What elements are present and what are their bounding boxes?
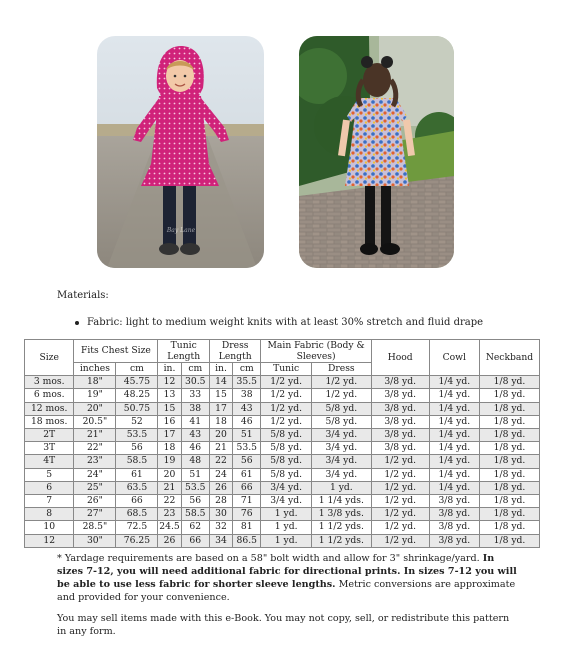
- cell-chest-in: 30": [74, 534, 116, 547]
- cell-hood: 1/2 yd.: [371, 455, 429, 468]
- cell-fabric-dress: 5/8 yd.: [311, 402, 371, 415]
- cell-chest-cm: 48.25: [116, 389, 158, 402]
- cell-chest-in: 26": [74, 495, 116, 508]
- subheader-tunic-in: in.: [158, 363, 181, 376]
- materials-heading: Materials:: [57, 290, 109, 301]
- cell-dress-in: 20: [209, 429, 232, 442]
- yardage-notes: [57, 552, 517, 604]
- cell-size: 5: [25, 468, 74, 481]
- cell-tunic-cm: 30.5: [181, 376, 209, 389]
- cell-fabric-tunic: 5/8 yd.: [261, 468, 311, 481]
- cell-fabric-tunic: 3/4 yd.: [261, 495, 311, 508]
- yardage-note-plain: * Yardage requirements are based on a 58" bolt width and allow for 3" shrinkage/yard.: [57, 553, 483, 564]
- cell-dress-in: 21: [209, 442, 232, 455]
- cell-cowl: 1/4 yd.: [429, 376, 479, 389]
- cell-cowl: 3/8 yd.: [429, 495, 479, 508]
- header-fits-chest: Fits Chest Size: [74, 340, 158, 363]
- cell-chest-cm: 68.5: [116, 508, 158, 521]
- cell-neckband: 1/8 yd.: [480, 481, 540, 494]
- svg-text:Bay Lane: Bay Lane: [166, 227, 196, 234]
- cell-dress-cm: 86.5: [233, 534, 261, 547]
- subheader-inches: inches: [74, 363, 116, 376]
- cell-chest-cm: 72.5: [116, 521, 158, 534]
- cell-dress-in: 24: [209, 468, 232, 481]
- cell-tunic-in: 13: [158, 389, 181, 402]
- cell-tunic-in: 21: [158, 481, 181, 494]
- cell-hood: 3/8 yd.: [371, 442, 429, 455]
- table-row: [25, 455, 540, 468]
- cell-fabric-dress: 1 1/2 yds.: [311, 521, 371, 534]
- cell-tunic-cm: 43: [181, 429, 209, 442]
- cell-fabric-tunic: 1/2 yd.: [261, 415, 311, 428]
- cell-fabric-tunic: 1 yd.: [261, 508, 311, 521]
- cell-tunic-in: 24.5: [159, 521, 180, 533]
- cell-tunic-in: 18: [158, 442, 181, 455]
- cell-dress-in: 26: [209, 481, 232, 494]
- cell-dress-cm: 61: [233, 468, 261, 481]
- cell-tunic-in: 16: [158, 415, 181, 428]
- cell-neckband: 1/8 yd.: [480, 534, 540, 547]
- cell-fabric-tunic: 1/2 yd.: [261, 376, 311, 389]
- cell-dress-cm: 51: [233, 429, 261, 442]
- cell-dress-in: 28: [209, 495, 232, 508]
- cell-tunic-cm: 53.5: [181, 481, 209, 494]
- cell-size: 7: [25, 495, 74, 508]
- subheader-tunic-cm: cm: [181, 363, 209, 376]
- cell-hood: 1/2 yd.: [371, 508, 429, 521]
- cell-tunic-cm: 51: [181, 468, 209, 481]
- cell-size: 3T: [25, 442, 74, 455]
- cell-cowl: 1/4 yd.: [429, 415, 479, 428]
- cell-dress-in: 18: [209, 415, 232, 428]
- cell-tunic-cm: 62: [181, 521, 209, 534]
- cell-fabric-dress: 1/2 yd.: [311, 389, 371, 402]
- table-row: [25, 521, 540, 534]
- cell-tunic-cm: 38: [181, 402, 209, 415]
- cell-neckband: 1/8 yd.: [480, 415, 540, 428]
- cell-tunic-in: 17: [158, 429, 181, 442]
- header-neckband: Neckband: [480, 340, 540, 376]
- header-main-fabric: Main Fabric (Body & Sleeves): [261, 340, 371, 363]
- cell-chest-cm: 66: [116, 495, 158, 508]
- cell-chest-cm: 50.75: [116, 402, 158, 415]
- cell-cowl: 1/4 yd.: [429, 402, 479, 415]
- cell-dress-in: 34: [209, 534, 232, 547]
- cell-fabric-dress: 1 3/8 yds.: [311, 508, 371, 521]
- cell-dress-cm: 53.5: [233, 442, 261, 455]
- header-size: Size: [25, 340, 74, 376]
- cell-chest-cm: 52: [116, 415, 158, 428]
- cell-dress-cm: 35.5: [233, 376, 261, 389]
- cell-fabric-dress: 3/4 yd.: [311, 468, 371, 481]
- cell-dress-in: 30: [209, 508, 232, 521]
- cell-chest-cm: 61: [116, 468, 158, 481]
- cell-hood: 3/8 yd.: [371, 376, 429, 389]
- cell-neckband: 1/8 yd.: [480, 389, 540, 402]
- cell-tunic-in: 15: [158, 402, 181, 415]
- yardage-note-tail: Metric conversions are approximate and provided for your convenience.: [57, 579, 516, 603]
- cell-cowl: 3/8 yd.: [429, 534, 479, 547]
- cell-tunic-in: 20: [158, 468, 181, 481]
- cell-tunic-in: 19: [158, 455, 181, 468]
- fabric-requirement-text: Fabric: light to medium weight knits with at least 30% stretch and fluid drape: [87, 317, 484, 328]
- cell-tunic-in: 22: [158, 495, 181, 508]
- subheader-dress-in: in.: [209, 363, 232, 376]
- cell-hood: 3/8 yd.: [371, 429, 429, 442]
- cell-dress-cm: 81: [233, 521, 261, 534]
- subheader-cm: cm: [116, 363, 158, 376]
- table-row: [25, 389, 540, 402]
- cell-neckband: 1/8 yd.: [480, 376, 540, 389]
- cell-dress-cm: 38: [233, 389, 261, 402]
- cell-neckband: 1/8 yd.: [480, 402, 540, 415]
- cell-hood: 1/2 yd.: [371, 468, 429, 481]
- cell-fabric-tunic: 1 yd.: [261, 534, 311, 547]
- cell-fabric-tunic: 5/8 yd.: [261, 429, 311, 442]
- cell-hood: 3/8 yd.: [371, 389, 429, 402]
- cell-chest-cm: 76.25: [116, 534, 158, 547]
- cell-size: 12: [25, 534, 74, 547]
- cell-chest-in: 28.5": [74, 521, 116, 534]
- cell-fabric-dress: 3/4 yd.: [311, 429, 371, 442]
- cell-cowl: 3/8 yd.: [429, 521, 479, 534]
- cell-tunic-cm: 41: [181, 415, 209, 428]
- cell-chest-in: 24": [74, 468, 116, 481]
- table-row: [25, 508, 540, 521]
- cell-tunic-cm: 33: [181, 389, 209, 402]
- cell-tunic-cm: 46: [181, 442, 209, 455]
- cell-chest-in: 25": [74, 481, 116, 494]
- cell-fabric-dress: 1 1/2 yds.: [311, 534, 371, 547]
- cell-dress-in: 17: [209, 402, 232, 415]
- cell-size: 4T: [25, 455, 74, 468]
- cell-size: 6: [25, 481, 74, 494]
- header-tunic-length: Tunic Length: [158, 340, 210, 363]
- bullet-icon: [75, 321, 79, 325]
- cell-cowl: 3/8 yd.: [429, 508, 479, 521]
- cell-dress-cm: 56: [233, 455, 261, 468]
- fabric-requirement: [75, 317, 483, 328]
- table-row: [25, 415, 540, 428]
- cell-cowl: 1/4 yd.: [429, 429, 479, 442]
- cell-neckband: 1/8 yd.: [480, 495, 540, 508]
- photo-print-dress: [299, 36, 454, 268]
- cell-cowl: 1/4 yd.: [429, 389, 479, 402]
- cell-chest-in: 27": [74, 508, 116, 521]
- table-row: [25, 442, 540, 455]
- cell-hood: 1/2 yd.: [371, 481, 429, 494]
- photo-pink-hoodie-tunic: [97, 36, 264, 268]
- table-row: [25, 495, 540, 508]
- cell-dress-in: 22: [209, 455, 232, 468]
- cell-chest-cm: 56: [116, 442, 158, 455]
- cell-size: 3 mos.: [25, 376, 74, 389]
- cell-fabric-dress: 1 1/4 yds.: [311, 495, 371, 508]
- cell-chest-in: 19": [74, 389, 116, 402]
- subheader-dress: Dress: [311, 363, 371, 376]
- table-row: [25, 402, 540, 415]
- header-cowl: Cowl: [429, 340, 479, 376]
- cell-tunic-cm: 48: [181, 455, 209, 468]
- cell-chest-cm: 53.5: [116, 429, 158, 442]
- legal-notice: You may sell items made with this e-Book. You may not copy, sell, or redistribute this pattern in any form.: [57, 613, 510, 637]
- cell-tunic-in: 12: [158, 376, 181, 389]
- cell-cowl: 1/4 yd.: [429, 442, 479, 455]
- table-row: [25, 376, 540, 389]
- cell-dress-cm: 46: [233, 415, 261, 428]
- cell-cowl: 1/4 yd.: [429, 455, 479, 468]
- cell-tunic-in: 23: [158, 508, 181, 521]
- cell-chest-in: 21": [74, 429, 116, 442]
- cell-dress-in: 15: [209, 389, 232, 402]
- cell-dress-cm: 43: [233, 402, 261, 415]
- cell-size: 10: [25, 521, 74, 534]
- subheader-dress-cm: cm: [233, 363, 261, 376]
- cell-tunic-in: 26: [158, 534, 181, 547]
- cell-hood: 1/2 yd.: [371, 521, 429, 534]
- cell-dress-cm: 66: [233, 481, 261, 494]
- cell-hood: 3/8 yd.: [371, 402, 429, 415]
- cell-hood: 1/2 yd.: [371, 495, 429, 508]
- cell-size: 12 mos.: [25, 402, 74, 415]
- cell-tunic-cm: 58.5: [181, 508, 209, 521]
- cell-hood: 3/8 yd.: [371, 415, 429, 428]
- cell-neckband: 1/8 yd.: [480, 508, 540, 521]
- cell-fabric-dress: 3/4 yd.: [311, 455, 371, 468]
- cell-tunic-cm: 66: [181, 534, 209, 547]
- cell-chest-in: 18": [74, 376, 116, 389]
- cell-size: 6 mos.: [25, 389, 74, 402]
- cell-dress-in: 14: [209, 376, 232, 389]
- yardage-note-bold: In sizes 7-12, you will need additional fabric for directional prints. In sizes 7-12 you will be able to use less fabric for shorter sleeve lengths.: [57, 553, 517, 590]
- cell-chest-cm: 45.75: [116, 376, 158, 389]
- cell-fabric-dress: 3/4 yd.: [311, 442, 371, 455]
- cell-chest-cm: 58.5: [116, 455, 158, 468]
- cell-dress-cm: 76: [233, 508, 261, 521]
- cell-fabric-tunic: 1 yd.: [261, 521, 311, 534]
- cell-fabric-dress: 1/2 yd.: [311, 376, 371, 389]
- cell-dress-cm: 71: [233, 495, 261, 508]
- cell-fabric-tunic: 1/2 yd.: [261, 402, 311, 415]
- cell-fabric-tunic: 3/4 yd.: [261, 481, 311, 494]
- cell-fabric-tunic: 5/8 yd.: [261, 442, 311, 455]
- cell-neckband: 1/8 yd.: [480, 468, 540, 481]
- cell-chest-in: 23": [74, 455, 116, 468]
- table-row: [25, 429, 540, 442]
- cell-hood: 1/2 yd.: [371, 534, 429, 547]
- cell-fabric-dress: 5/8 yd.: [311, 415, 371, 428]
- cell-cowl: 1/4 yd.: [429, 481, 479, 494]
- header-hood: Hood: [371, 340, 429, 376]
- cell-fabric-tunic: 1/2 yd.: [261, 389, 311, 402]
- cell-tunic-cm: 56: [181, 495, 209, 508]
- cell-chest-in: 22": [74, 442, 116, 455]
- table-row: [25, 534, 540, 547]
- header-dress-length: Dress Length: [209, 340, 260, 363]
- cell-neckband: 1/8 yd.: [480, 521, 540, 534]
- table-row: [25, 481, 540, 494]
- cell-fabric-dress: 1 yd.: [311, 481, 371, 494]
- cell-neckband: 1/8 yd.: [480, 455, 540, 468]
- cell-size: 2T: [25, 429, 74, 442]
- cell-chest-cm: 63.5: [116, 481, 158, 494]
- cell-dress-in: 32: [209, 521, 232, 534]
- cell-size: 8: [25, 508, 74, 521]
- cell-chest-in: 20": [74, 402, 116, 415]
- subheader-tunic: Tunic: [261, 363, 311, 376]
- cell-fabric-tunic: 5/8 yd.: [261, 455, 311, 468]
- yardage-table-body: [25, 376, 540, 548]
- cell-chest-in: 20.5": [74, 415, 116, 428]
- cell-size: 18 mos.: [25, 415, 74, 428]
- yardage-table: [24, 339, 540, 548]
- cell-cowl: 1/4 yd.: [429, 468, 479, 481]
- table-row: [25, 468, 540, 481]
- cell-neckband: 1/8 yd.: [480, 429, 540, 442]
- cell-neckband: 1/8 yd.: [480, 442, 540, 455]
